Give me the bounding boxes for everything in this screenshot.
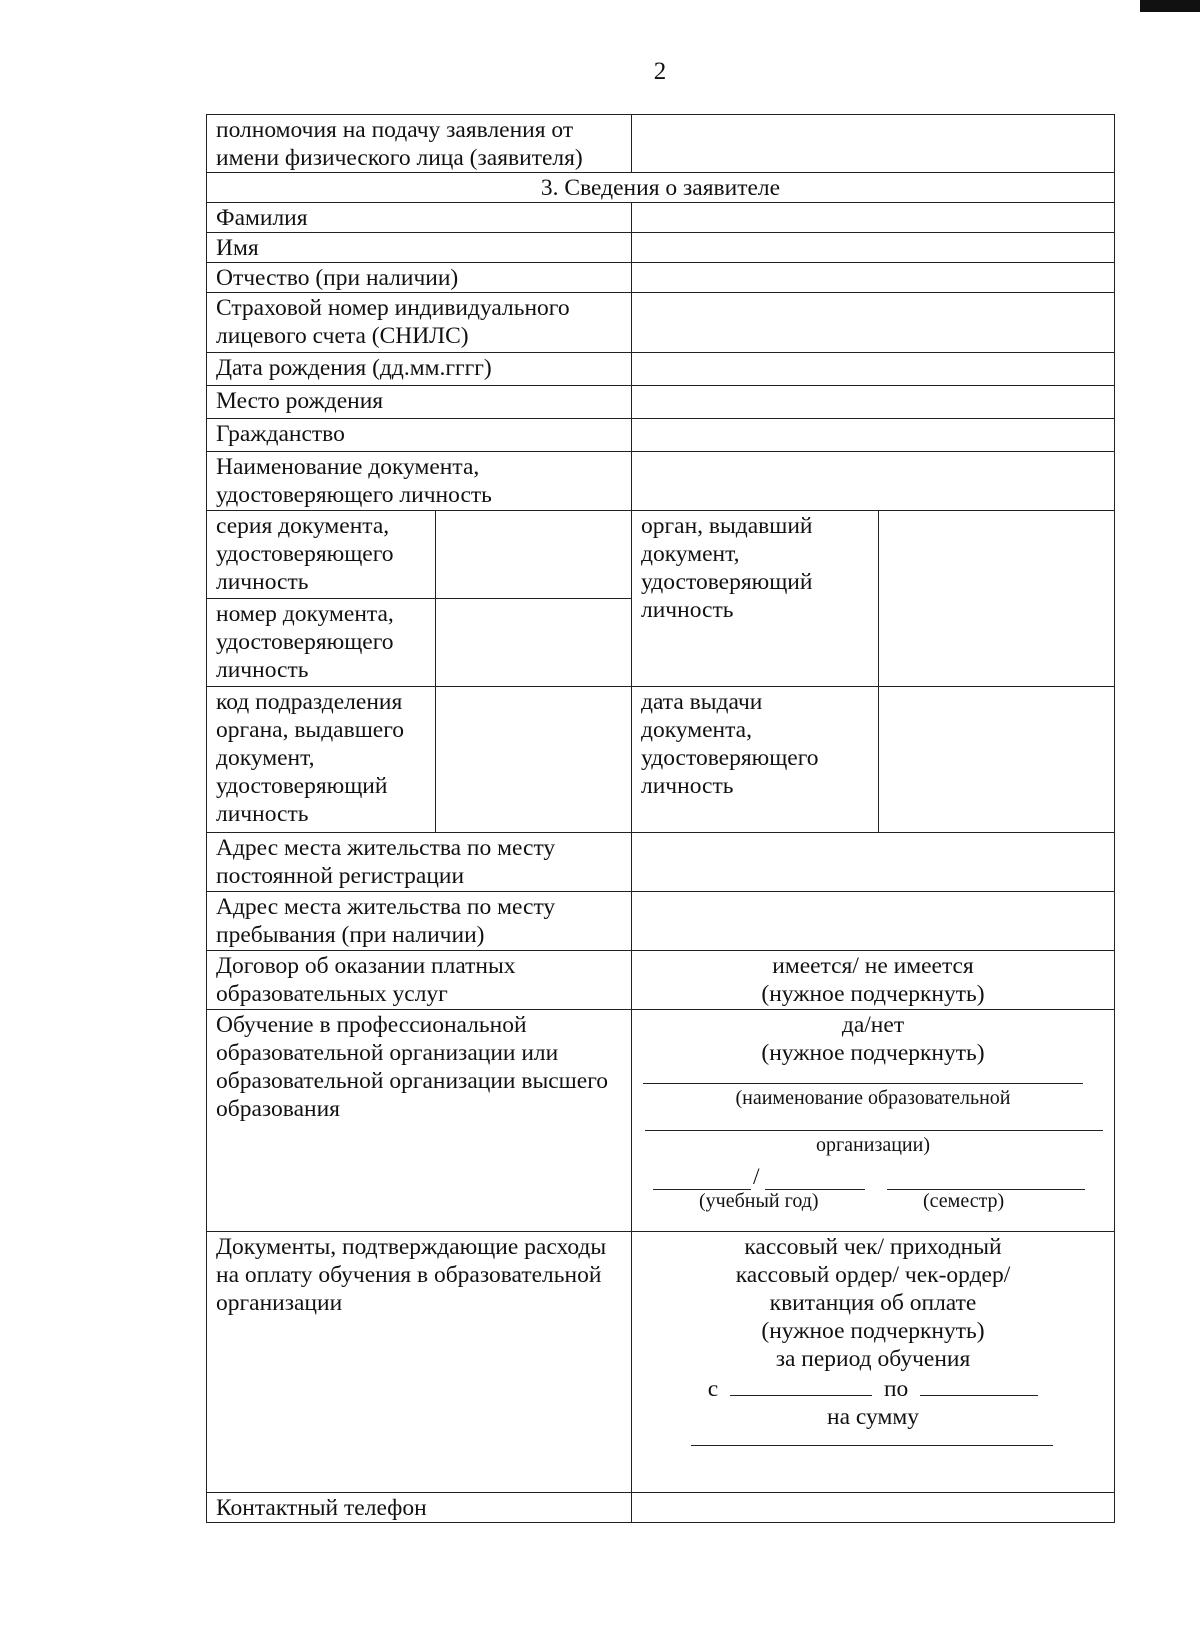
contract-label: Договор об оказании платных образовательных услуг — [207, 951, 632, 1010]
patronymic-label: Отчество (при наличии) — [207, 263, 632, 293]
payment-docs-choice[interactable] — [632, 1232, 1115, 1493]
authority-value-field[interactable] — [632, 115, 1115, 173]
table-row — [207, 452, 1115, 511]
birth-place-label: Место рождения — [207, 386, 632, 419]
citizenship-field[interactable] — [632, 419, 1115, 452]
table-row — [207, 1232, 1115, 1493]
payment-from-field[interactable] — [730, 1373, 872, 1396]
payment-sum-field[interactable] — [691, 1431, 1053, 1446]
address-permanent-field[interactable] — [632, 833, 1115, 892]
payment-from-label: с — [707, 1376, 719, 1402]
table-row — [207, 892, 1115, 951]
institution-name-line-1[interactable] — [643, 1067, 1083, 1084]
issue-date-label: дата выдачи документа, удостоверяющего личность — [632, 687, 879, 833]
table-row — [207, 115, 1115, 173]
page-number: 2 — [653, 58, 667, 85]
scan-corner-mark — [1140, 0, 1200, 12]
payment-period-caption: за период обучения — [775, 1346, 971, 1372]
study-choice-options: да/нет — [841, 1012, 905, 1038]
institution-caption-1: (наименование образовательной — [735, 1087, 1011, 1109]
payment-docs-hint: (нужное подчеркнуть) — [761, 1318, 985, 1344]
phone-field[interactable] — [632, 1493, 1115, 1523]
table-row — [207, 293, 1115, 353]
doc-number-label: номер документа, удостоверяющего личность — [207, 599, 436, 687]
semester-caption: (семестр) — [923, 1190, 1005, 1212]
snils-label: Страховой номер индивидуального лицевого счета (СНИЛС) — [207, 293, 632, 353]
authority-label: полномочия на подачу заявления от имени физического лица (заявителя) — [207, 115, 632, 173]
institution-name-line-2[interactable] — [645, 1110, 1103, 1131]
snils-field[interactable] — [632, 293, 1115, 353]
surname-label: Фамилия — [207, 203, 632, 233]
doc-issuer-label: орган, выдавший документ, удостоверяющий личность — [632, 511, 879, 687]
doc-series-label: серия документа, удостоверяющего личность — [207, 511, 436, 599]
address-temporary-field[interactable] — [632, 892, 1115, 951]
table-row — [207, 353, 1115, 386]
address-permanent-label: Адрес места жительства по месту постоянной регистрации — [207, 833, 632, 892]
semester-field[interactable] — [887, 1167, 1085, 1190]
contract-choice[interactable] — [632, 951, 1115, 1010]
citizenship-label: Гражданство — [207, 419, 632, 452]
table-row — [207, 951, 1115, 1010]
study-choice-hint: (нужное подчеркнуть) — [761, 1040, 985, 1066]
applicant-form-table — [206, 114, 1115, 1523]
table-row — [207, 203, 1115, 233]
name-field[interactable] — [632, 233, 1115, 263]
birth-date-field[interactable] — [632, 353, 1115, 386]
doc-issuer-field[interactable] — [879, 511, 1115, 687]
table-row — [207, 1010, 1115, 1232]
table-row — [207, 511, 1115, 599]
table-row — [207, 386, 1115, 419]
name-label: Имя — [207, 233, 632, 263]
table-row — [207, 687, 1115, 833]
payment-period-row — [641, 1373, 1105, 1403]
institution-caption-2: организации) — [815, 1134, 931, 1156]
id-doc-name-label: Наименование документа, удостоверяющего личность — [207, 452, 632, 511]
academic-year-end-field[interactable] — [765, 1167, 865, 1190]
doc-series-field[interactable] — [436, 511, 632, 599]
payment-sum-caption: на сумму — [827, 1404, 919, 1430]
division-code-field[interactable] — [436, 687, 632, 833]
study-choice[interactable] — [632, 1010, 1115, 1232]
payment-docs-line-1: кассовый чек/ приходный — [744, 1234, 1002, 1260]
contract-choice-hint: (нужное подчеркнуть) — [761, 981, 985, 1007]
birth-date-label: Дата рождения (дд.мм.гггг) — [207, 353, 632, 386]
issue-date-field[interactable] — [879, 687, 1115, 833]
payment-to-field[interactable] — [920, 1373, 1038, 1396]
table-row — [207, 1493, 1115, 1523]
study-label: Обучение в профессиональной образовательной организации или образовательной организации высшего образования — [207, 1010, 632, 1232]
table-row — [207, 233, 1115, 263]
patronymic-field[interactable] — [632, 263, 1115, 293]
phone-label: Контактный телефон — [207, 1493, 632, 1523]
payment-docs-line-2: кассовый ордер/ чек-ордер/ — [735, 1262, 1011, 1288]
birth-place-field[interactable] — [632, 386, 1115, 419]
study-period-row — [641, 1164, 1105, 1215]
academic-year-start-field[interactable] — [653, 1167, 751, 1190]
payment-docs-label: Документы, подтверждающие расходы на оплату обучения в образовательной организации — [207, 1232, 632, 1493]
table-row — [207, 263, 1115, 293]
doc-number-field[interactable] — [436, 599, 632, 687]
payment-to-label: по — [883, 1376, 909, 1402]
address-temporary-label: Адрес места жительства по месту пребывания (при наличии) — [207, 892, 632, 951]
table-row — [207, 419, 1115, 452]
table-row — [207, 833, 1115, 892]
section-title: 3. Сведения о заявителе — [207, 173, 1115, 203]
table-row — [207, 173, 1115, 203]
academic-year-slash: / — [753, 1164, 760, 1190]
division-code-label: код подразделения органа, выдавшего документ, удостоверяющий личность — [207, 687, 436, 833]
id-doc-name-field[interactable] — [632, 452, 1115, 511]
academic-year-caption: (учебный год) — [699, 1190, 819, 1212]
surname-field[interactable] — [632, 203, 1115, 233]
payment-docs-line-3: квитанция об оплате — [769, 1290, 977, 1316]
contract-choice-options: имеется/ не имеется — [772, 953, 974, 979]
